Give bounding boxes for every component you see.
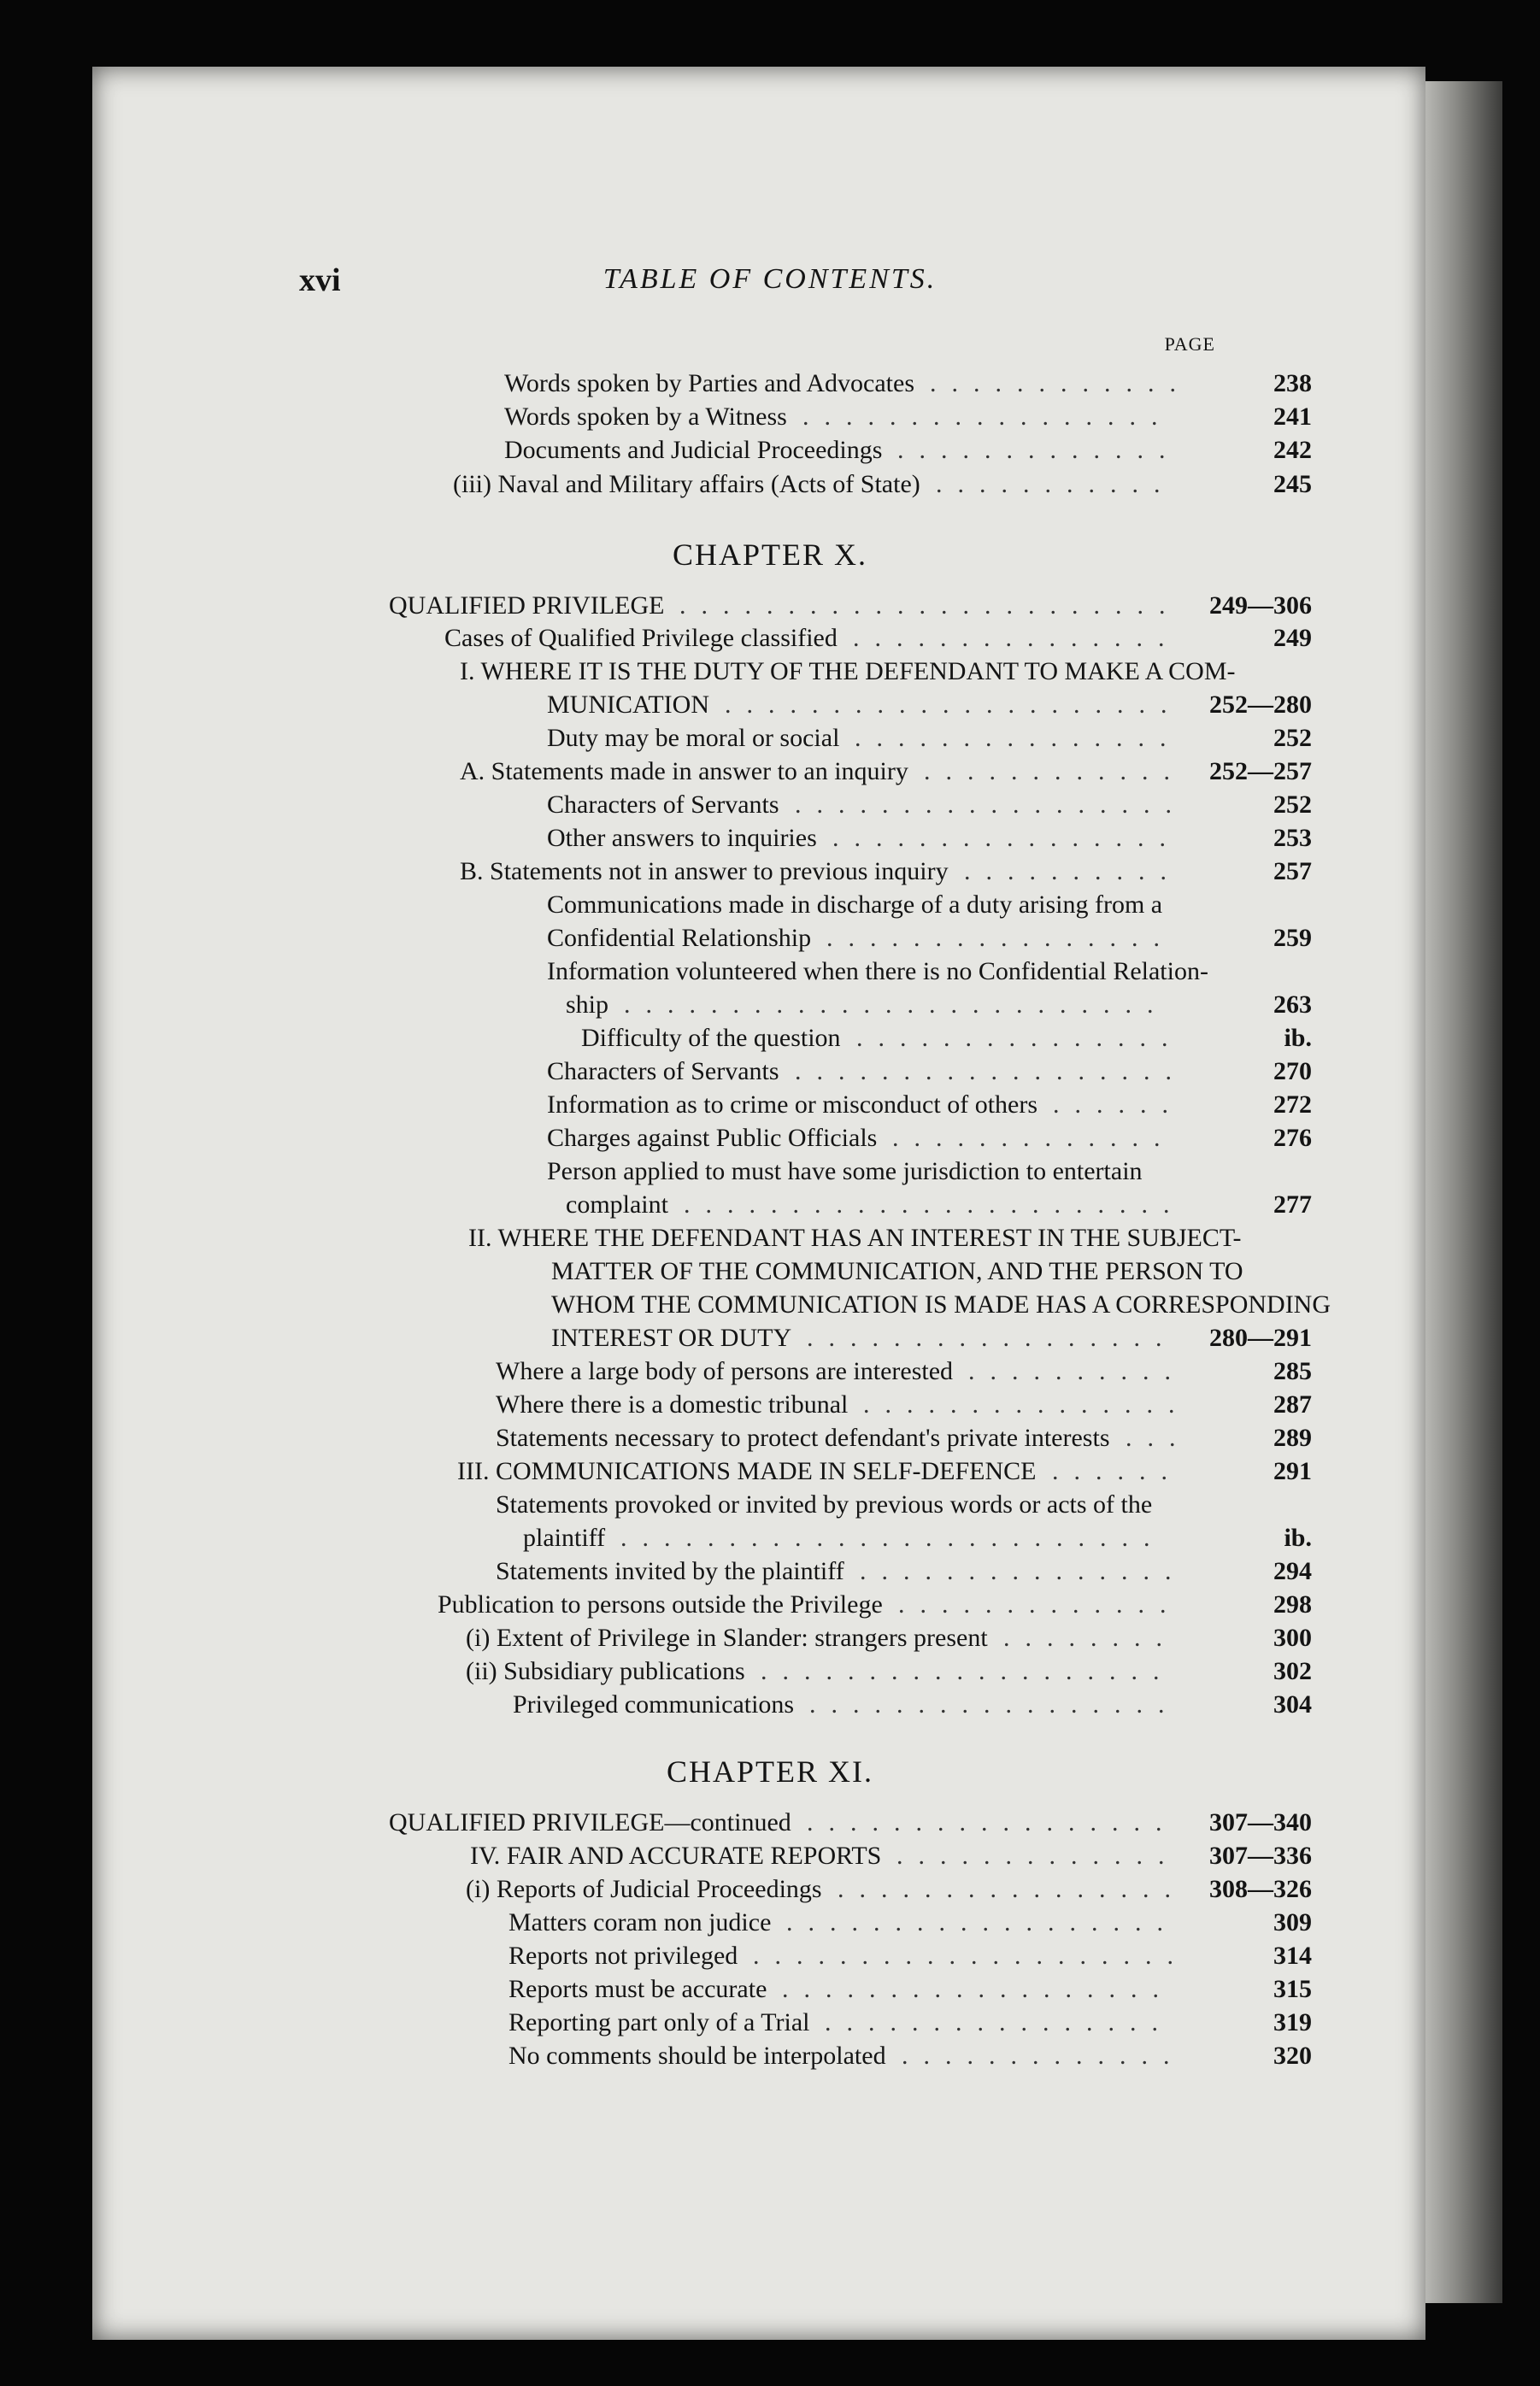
toc-page-number: 294 bbox=[1273, 1557, 1312, 1585]
toc-entry-title: QUALIFIED PRIVILEGE—continued bbox=[389, 1808, 791, 1837]
leader-dots: ............ bbox=[924, 757, 1185, 785]
chapter-heading: CHAPTER XI. bbox=[666, 1754, 873, 1789]
toc-entry-title: Statements necessary to protect defendant's private interests bbox=[496, 1424, 1110, 1452]
toc-page-number: 252 bbox=[1273, 724, 1312, 752]
toc-page-number: 304 bbox=[1273, 1690, 1312, 1719]
toc-entry[interactable] bbox=[566, 989, 1312, 1021]
toc-entry-title: ship bbox=[566, 990, 609, 1019]
toc-entry[interactable] bbox=[547, 922, 1312, 955]
leader-dots: ......................... bbox=[620, 1524, 1166, 1552]
leader-dots: ................ bbox=[826, 924, 1175, 952]
leader-dots: ................... bbox=[761, 1657, 1175, 1685]
toc-page-number: 259 bbox=[1273, 924, 1312, 952]
leader-dots: ............... bbox=[853, 624, 1180, 652]
toc-page-number: 245 bbox=[1273, 470, 1312, 498]
toc-page-number: 252—280 bbox=[1209, 691, 1312, 719]
toc-entry[interactable] bbox=[504, 434, 1312, 467]
toc-entry-title: Other answers to inquiries bbox=[547, 824, 817, 852]
leader-dots: ............. bbox=[892, 1124, 1176, 1152]
toc-entry[interactable] bbox=[508, 2007, 1312, 2039]
toc-page-number: 280—291 bbox=[1209, 1324, 1312, 1352]
toc-entry-title: (i) Reports of Judicial Proceedings bbox=[466, 1875, 822, 1903]
toc-entry-title: Documents and Judicial Proceedings bbox=[504, 436, 883, 464]
toc-entry-title: Where there is a domestic tribunal bbox=[496, 1390, 849, 1419]
toc-entry[interactable] bbox=[466, 1873, 1312, 1906]
toc-entry-title: (i) Extent of Privilege in Slander: strangers present bbox=[466, 1624, 988, 1652]
toc-entry[interactable] bbox=[496, 1555, 1312, 1588]
leader-dots: ................. bbox=[802, 403, 1173, 431]
toc-entry-title: Reports not privileged bbox=[508, 1942, 738, 1970]
toc-entry[interactable] bbox=[496, 1422, 1312, 1455]
toc-entry[interactable] bbox=[466, 1655, 1312, 1688]
toc-entry-title: Words spoken by a Witness bbox=[504, 403, 787, 431]
toc-entry-title: Reporting part only of a Trial bbox=[508, 2008, 810, 2036]
leader-dots: ............... bbox=[860, 1557, 1187, 1585]
toc-page-number: 277 bbox=[1273, 1190, 1312, 1219]
toc-page-number: 307—336 bbox=[1209, 1842, 1312, 1870]
toc-entry[interactable] bbox=[581, 1022, 1312, 1055]
leader-dots: ...... bbox=[1053, 1090, 1184, 1119]
toc-page-number: ib. bbox=[1284, 1524, 1312, 1552]
toc-entry[interactable] bbox=[457, 1455, 1312, 1488]
toc-entry[interactable] bbox=[547, 1155, 1312, 1188]
leader-dots: ...... bbox=[1052, 1457, 1183, 1485]
toc-entry[interactable] bbox=[496, 1355, 1312, 1388]
toc-entry[interactable] bbox=[547, 1055, 1312, 1088]
leader-dots: ................ bbox=[825, 2008, 1173, 2036]
toc-entry-title: MATTER OF THE COMMUNICATION, AND THE PERSON TO bbox=[551, 1257, 1243, 1285]
leader-dots: ............... bbox=[856, 1024, 1184, 1052]
toc-entry[interactable] bbox=[460, 655, 1312, 688]
toc-entry[interactable] bbox=[566, 1189, 1312, 1221]
toc-entry-title: INTEREST OR DUTY bbox=[551, 1324, 792, 1352]
toc-page-number: 298 bbox=[1273, 1590, 1312, 1619]
toc-entry[interactable] bbox=[547, 955, 1312, 988]
toc-entry-title: B. Statements not in answer to previous inquiry bbox=[460, 857, 949, 885]
toc-entry[interactable] bbox=[508, 2040, 1312, 2072]
leader-dots: ........ bbox=[1003, 1624, 1178, 1652]
leader-dots: ............. bbox=[897, 436, 1181, 464]
toc-entry[interactable] bbox=[513, 1689, 1312, 1721]
leader-dots: .................. bbox=[782, 1975, 1174, 2003]
chapter-heading: CHAPTER X. bbox=[672, 538, 868, 572]
leader-dots: ............. bbox=[902, 2042, 1185, 2070]
toc-entry[interactable] bbox=[547, 1122, 1312, 1155]
leader-dots: ............. bbox=[898, 1590, 1182, 1619]
toc-entry-title: Information as to crime or misconduct of others bbox=[547, 1090, 1038, 1119]
leader-dots: ....................... bbox=[684, 1190, 1185, 1219]
toc-page-number: 252 bbox=[1273, 790, 1312, 819]
toc-entry[interactable] bbox=[547, 789, 1312, 821]
toc-entry-title: plaintiff bbox=[523, 1524, 606, 1552]
toc-entry[interactable] bbox=[389, 590, 1312, 622]
toc-entry-title: (ii) Subsidiary publications bbox=[466, 1657, 745, 1685]
toc-entry-title: Information volunteered when there is no Confidential Relation- bbox=[547, 957, 1208, 985]
toc-entry-title: Cases of Qualified Privilege classified bbox=[444, 624, 838, 652]
toc-entry[interactable] bbox=[523, 1522, 1312, 1554]
leader-dots: ............ bbox=[930, 369, 1191, 397]
toc-entry-title: No comments should be interpolated bbox=[508, 2042, 886, 2070]
toc-page-number: 252—257 bbox=[1209, 757, 1312, 785]
toc-page-number: 319 bbox=[1273, 2008, 1312, 2036]
leader-dots: ................ bbox=[838, 1875, 1186, 1903]
toc-page-number: 315 bbox=[1273, 1975, 1312, 2003]
running-header bbox=[0, 262, 1540, 304]
toc-page-number: 238 bbox=[1273, 369, 1312, 397]
leader-dots: .................... bbox=[753, 1942, 1189, 1970]
toc-page-number: 241 bbox=[1273, 403, 1312, 431]
toc-entry-title: Characters of Servants bbox=[547, 1057, 779, 1085]
toc-entry-title: MUNICATION bbox=[547, 691, 709, 719]
leader-dots: .......... bbox=[964, 857, 1182, 885]
toc-entry-title: Difficulty of the question bbox=[581, 1024, 841, 1052]
leader-dots: .................. bbox=[786, 1908, 1179, 1936]
toc-entry[interactable] bbox=[460, 755, 1312, 788]
toc-entry[interactable] bbox=[547, 889, 1312, 921]
leader-dots: ................. bbox=[809, 1690, 1180, 1719]
toc-page-number: 289 bbox=[1273, 1424, 1312, 1452]
toc-entry-title: Charges against Public Officials bbox=[547, 1124, 878, 1152]
toc-entry[interactable] bbox=[453, 468, 1312, 501]
toc-page-number: 314 bbox=[1273, 1942, 1312, 1970]
toc-entry-title: Where a large body of persons are interested bbox=[496, 1357, 954, 1385]
toc-entry[interactable] bbox=[547, 822, 1312, 855]
toc-page-number: 287 bbox=[1273, 1390, 1312, 1419]
toc-entry[interactable] bbox=[508, 1907, 1312, 1939]
toc-entry[interactable] bbox=[460, 855, 1312, 888]
leader-dots: ............. bbox=[896, 1842, 1180, 1870]
toc-entry-title: Reports must be accurate bbox=[508, 1975, 767, 2003]
toc-page-number: 253 bbox=[1273, 824, 1312, 852]
toc-entry[interactable] bbox=[466, 1622, 1312, 1654]
toc-entry-title: (iii) Naval and Military affairs (Acts of State) bbox=[453, 470, 920, 498]
toc-entry-title: complaint bbox=[566, 1190, 668, 1219]
toc-entry-title: II. WHERE THE DEFENDANT HAS AN INTEREST IN THE SUBJECT- bbox=[468, 1224, 1242, 1252]
running-title: TABLE OF CONTENTS. bbox=[602, 263, 938, 295]
leader-dots: .................. bbox=[795, 1057, 1187, 1085]
toc-page-number: 249 bbox=[1273, 624, 1312, 652]
toc-entry-title: IV. FAIR AND ACCURATE REPORTS bbox=[470, 1842, 882, 1870]
toc-entry-title: Duty may be moral or social bbox=[547, 724, 840, 752]
leader-dots: .......... bbox=[968, 1357, 1186, 1385]
toc-entry-title: I. WHERE IT IS THE DUTY OF THE DEFENDANT TO MAKE A COM- bbox=[460, 657, 1236, 685]
toc-page-number: 308—326 bbox=[1209, 1875, 1312, 1903]
toc-entry[interactable] bbox=[547, 722, 1312, 755]
toc-page-number: 276 bbox=[1273, 1124, 1312, 1152]
toc-entry-title: Confidential Relationship bbox=[547, 924, 812, 952]
leader-dots: ................. bbox=[807, 1324, 1178, 1352]
toc-entry[interactable] bbox=[504, 367, 1312, 400]
leader-dots: ........... bbox=[936, 470, 1176, 498]
leader-dots: ..................... bbox=[725, 691, 1183, 719]
toc-page-number: 300 bbox=[1273, 1624, 1312, 1652]
leader-dots: ......................... bbox=[624, 990, 1169, 1019]
leader-dots: ................. bbox=[807, 1808, 1178, 1837]
page-column-label: PAGE bbox=[1164, 333, 1215, 355]
toc-page-number: 309 bbox=[1273, 1908, 1312, 1936]
toc-page-number: 272 bbox=[1273, 1090, 1312, 1119]
leader-dots: ................ bbox=[832, 824, 1181, 852]
page-edge bbox=[1425, 81, 1502, 2303]
toc-entry-title: Statements invited by the plaintiff bbox=[496, 1557, 844, 1585]
toc-entry[interactable] bbox=[508, 1973, 1312, 2006]
toc-entry[interactable] bbox=[504, 401, 1312, 433]
toc-page-number: 285 bbox=[1273, 1357, 1312, 1385]
toc-entry-title: Publication to persons outside the Privilege bbox=[438, 1590, 883, 1619]
toc-page-number: 263 bbox=[1273, 990, 1312, 1019]
toc-entry-title: WHOM THE COMMUNICATION IS MADE HAS A CORRESPONDING bbox=[551, 1290, 1331, 1319]
toc-entry-title: A. Statements made in answer to an inquiry bbox=[460, 757, 908, 785]
leader-dots: ... bbox=[1126, 1424, 1191, 1452]
toc-entry[interactable] bbox=[389, 1807, 1312, 1839]
leader-dots: .................. bbox=[795, 790, 1187, 819]
toc-entry-title: Matters coram non judice bbox=[508, 1908, 772, 1936]
toc-page-number: 249—306 bbox=[1209, 591, 1312, 620]
toc-entry-title: III. COMMUNICATIONS MADE IN SELF-DEFENCE bbox=[457, 1457, 1037, 1485]
toc-entry[interactable] bbox=[551, 1322, 1312, 1355]
toc-entry[interactable] bbox=[496, 1489, 1312, 1521]
toc-entry[interactable] bbox=[470, 1840, 1312, 1872]
toc-entry[interactable] bbox=[547, 689, 1312, 721]
toc-page-number: ib. bbox=[1284, 1024, 1312, 1052]
toc-page-number: 291 bbox=[1273, 1457, 1312, 1485]
toc-page-number: 270 bbox=[1273, 1057, 1312, 1085]
toc-page-number: 242 bbox=[1273, 436, 1312, 464]
toc-entry[interactable] bbox=[551, 1255, 1312, 1288]
toc-entry[interactable] bbox=[468, 1222, 1312, 1255]
toc-entry-title: QUALIFIED PRIVILEGE bbox=[389, 591, 665, 620]
toc-entry-title: Statements provoked or invited by previous words or acts of the bbox=[496, 1490, 1153, 1519]
leader-dots: ....................... bbox=[679, 591, 1181, 620]
leader-dots: ............... bbox=[855, 724, 1182, 752]
toc-entry[interactable] bbox=[438, 1589, 1312, 1621]
toc-page-number: 307—340 bbox=[1209, 1808, 1312, 1837]
toc-entry[interactable] bbox=[551, 1289, 1331, 1321]
toc-entry[interactable] bbox=[508, 1940, 1312, 1972]
toc-entry-title: Characters of Servants bbox=[547, 790, 779, 819]
toc-entry[interactable] bbox=[547, 1089, 1312, 1121]
toc-entry[interactable] bbox=[444, 622, 1312, 655]
toc-entry-title: Words spoken by Parties and Advocates bbox=[504, 369, 914, 397]
toc-page-number: 257 bbox=[1273, 857, 1312, 885]
toc-entry-title: Communications made in discharge of a duty arising from a bbox=[547, 890, 1163, 919]
toc-page-number: 320 bbox=[1273, 2042, 1312, 2070]
folio-number: xvi bbox=[299, 262, 341, 298]
toc-entry[interactable] bbox=[496, 1389, 1312, 1421]
leader-dots: ............... bbox=[863, 1390, 1190, 1419]
toc-entry-title: Person applied to must have some jurisdiction to entertain bbox=[547, 1157, 1143, 1185]
toc-entry-title: Privileged communications bbox=[513, 1690, 795, 1719]
toc-page-number: 302 bbox=[1273, 1657, 1312, 1685]
